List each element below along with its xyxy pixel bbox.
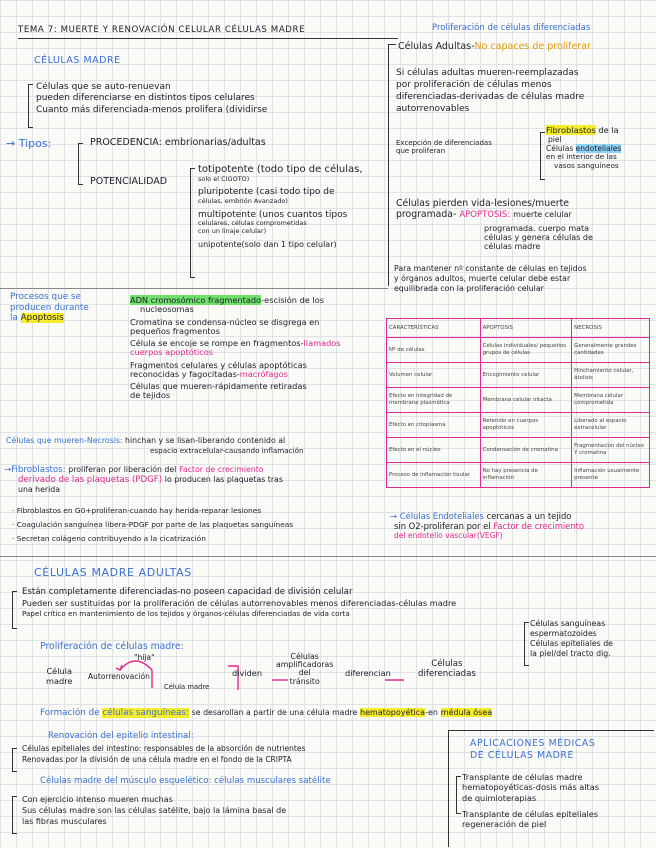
necrosis-text-2: espacio extracelular-causando inflamación — [150, 446, 304, 455]
brace — [12, 796, 17, 834]
mantener-3: equilibrada con la proliferación celular — [394, 284, 544, 294]
endo-block — [390, 511, 584, 540]
vida-block — [396, 198, 572, 220]
reconocidas: reconocidas y fagocitadas- — [130, 368, 240, 379]
vida-line-5: células y genera células de — [484, 233, 593, 243]
table-row — [387, 338, 650, 363]
adultas-l1: Están completamente diferenciadas-no poseen capacidad de división celular — [22, 587, 353, 597]
brace — [456, 776, 461, 814]
adn-fragmentado: ADN cromosómico fragmentado — [130, 295, 262, 305]
excepcion — [396, 139, 492, 156]
macrofagos: macrófagos — [239, 368, 288, 379]
diferencian: diferencian — [345, 668, 391, 678]
madre-line-1: Células que se auto-renuevan — [36, 82, 171, 92]
endo-label: Células Endoteliales — [399, 511, 484, 521]
epitelio-l2: Renovadas por la división de una célula madre en el fondo de la CRIPTA — [22, 754, 292, 764]
fibro-t3: lo producen las plaquetas tras — [164, 474, 283, 484]
musculo-header: Células madre del músculo esquelético: células musculares satélite — [40, 776, 331, 786]
musculo-l3: las fibras musculares — [22, 817, 107, 827]
endo-celulas: Células — [546, 143, 574, 153]
celula-encoje: Célula se encoje se rompe en fragmentos- — [130, 338, 304, 349]
vida-cont — [484, 224, 593, 252]
aplic-l4: Transplante de células epiteliales — [462, 808, 599, 819]
pluripotente: pluripotente (casi todo tipo de — [198, 187, 335, 198]
comparison-table — [386, 318, 650, 488]
separator — [0, 288, 388, 289]
diferenciadas — [418, 659, 476, 679]
epitelio-header: Renovación del epitelio intestinal: — [48, 731, 194, 741]
de-tejidos: de tejidos — [130, 390, 171, 401]
multipotente: multipotente (unos cuantos tipos — [198, 209, 348, 220]
ex-piel: la piel/del tracto dig. — [530, 649, 611, 659]
prolif-header: Proliferación de células diferenciadas — [432, 23, 591, 33]
ex-esperma: espermatozoides — [530, 629, 597, 639]
title-underline — [18, 38, 398, 39]
endo-t1: cercanas a un tejido — [486, 511, 572, 521]
table-cell: Generalmente grandes cantidades — [572, 338, 650, 363]
table-cell: Proceso de inflamación tisular — [387, 463, 481, 488]
fibro-t1: proliferan por liberación del — [68, 465, 177, 474]
amp-1: Células — [290, 652, 319, 661]
musculo-l2: Sus células madre son las células satélite, bajo la lámina basal de — [22, 806, 287, 816]
formacion-label: Formación de — [40, 708, 100, 718]
endo-t2: sin O2-proliferan por el — [394, 521, 491, 532]
potencialidad: POTENCIALIDAD — [90, 176, 168, 187]
excepcion-1: Excepción de diferenciadas — [396, 139, 492, 147]
brace — [190, 168, 195, 278]
table-row — [387, 438, 650, 463]
table-cell: Células individuales/ pequeños grupos de células — [480, 338, 572, 363]
excepcion-2: que proliferan — [396, 147, 446, 156]
adultas-label: Células Adultas- — [398, 41, 475, 52]
table-header-cell: APOPTOSIS — [480, 319, 572, 338]
autorrenovacion: Autorrenovación — [88, 672, 150, 681]
fibro-bullet-1: Fibroblastos en G0+proliferan-cuando hay herida-reparar lesiones — [16, 506, 262, 515]
table-cell: Volumen celular — [387, 363, 481, 388]
fibroblastos-piel: Fibroblastos — [546, 125, 596, 135]
dividen: dividen — [232, 668, 263, 678]
vida-line-2: programada- — [396, 209, 457, 221]
adultas-line-4: autorrenovables — [396, 103, 470, 114]
formacion-text: se desarollan a partir de una célula madre — [191, 708, 358, 717]
prolif-madre-header: Proliferación de células madre: — [40, 641, 184, 652]
table-cell: Membrana celular intacta — [480, 388, 572, 413]
table-header-row — [387, 319, 650, 338]
endo-line-4: vasos sanguíneos — [554, 161, 619, 171]
epitelio-lines — [22, 744, 305, 766]
procedencia: PROCEDENCIA: embrionarias/adultas — [90, 137, 266, 148]
table-cell: Liberado al espacio extracelular — [572, 413, 650, 438]
adultas-l2: Pueden ser sustituidas por la proliferación de células autorrenovables menos diferenciadas-células madre — [22, 598, 457, 609]
procesos-list — [130, 296, 341, 401]
arrow-icon: → — [390, 511, 400, 521]
aplic-l1: Transplante de células madre — [462, 772, 583, 782]
brace — [540, 132, 545, 180]
aplic-l3: de quimioterapias — [462, 792, 537, 803]
llamados: llamados — [303, 338, 341, 349]
epitelio-l1: Células epiteliales del intestino: responsables de la absorción de nutrientes — [22, 744, 306, 753]
adultas-header: CÉLULAS MADRE ADULTAS — [34, 566, 192, 579]
vida-line-1: Células pierden vida-lesiones/muerte — [396, 198, 569, 209]
procesos-h1: Procesos que se — [10, 292, 81, 302]
musculo-lines — [22, 794, 286, 828]
fibro-bullets: · Fibroblastos en G0+proliferan-cuando hay herida-reparar lesiones · Coagulación sanguínea libera-PDGF por parte de las plaquetas sanguíneas · Secretan colágeno contribuyendo a la cicatrización — [12, 506, 294, 544]
fibro-block — [4, 466, 283, 495]
mantener — [394, 264, 587, 294]
fibro-endo — [546, 126, 621, 171]
multipotente-detail-2: con un linaje celular) — [198, 226, 267, 235]
medula-osea: médula ósea — [440, 708, 493, 717]
amp-3: del — [298, 668, 311, 678]
table-cell: Nº de células — [387, 338, 481, 363]
aplicaciones-header — [470, 738, 595, 762]
endo-factor: Factor de crecimiento — [493, 521, 585, 532]
celulas-madre-header: CÉLULAS MADRE — [34, 55, 121, 66]
ex-sanguineas: Células sanguíneas — [530, 619, 606, 628]
table-cell: Encogimiento celular — [480, 363, 572, 388]
brace — [524, 622, 529, 666]
adultas-line-3: diferenciadas-derivadas de células madre — [396, 91, 585, 102]
procesos-h2: producen durante — [10, 302, 89, 313]
vida-line-3: muerte celular — [513, 210, 572, 220]
pluripotente-detail: células, embrión Avanzado) — [198, 197, 288, 206]
separator — [0, 556, 656, 557]
apoptosis-hl: Apoptosis — [20, 313, 64, 324]
cromatina-2: pequeños fragmentos — [130, 325, 220, 336]
mantener-1: Para mantener nº constante de células en tejidos — [394, 264, 587, 273]
no-capaces: No capaces de proliferar — [474, 41, 591, 52]
amp-4: tránsito — [289, 676, 320, 686]
brace — [78, 143, 83, 185]
formacion-en: -en — [425, 708, 438, 717]
totipotente-detail: solo el CIGOTO) — [198, 174, 250, 183]
unipotente: unipotente(solo dan 1 tipo celular) — [198, 239, 337, 249]
adultas-lines — [22, 587, 456, 618]
madre-line-3: Cuanto más diferenciada-menos prolifera (dividirse — [36, 104, 268, 115]
fibro-label: Fibroblastos: — [11, 465, 66, 475]
aplic-h1: APLICACIONES MÉDICAS — [470, 738, 596, 749]
cm-line-1: Célula — [46, 666, 72, 676]
formacion-line — [40, 708, 492, 718]
aplic-l2: hematopoyéticas-dosis más altas — [462, 782, 600, 793]
arrow-icon: → — [6, 137, 19, 150]
table-cell: Efecto en citoplasma — [387, 413, 481, 438]
table-row — [387, 363, 650, 388]
table-row — [387, 413, 650, 438]
cm-line-2: madre — [46, 675, 73, 686]
necrosis-line — [6, 437, 285, 446]
hija: "hija" — [134, 653, 155, 662]
adn-rest: -escisión de los — [261, 295, 324, 305]
fibro-bullet-3: Secretan colágeno contribuyendo a la cicatrización — [16, 534, 206, 544]
table-cell: Hinchamiento celular, átolisis — [572, 363, 650, 388]
aplicaciones-lines — [462, 772, 599, 829]
table-cell: Efecto en el núcleo — [387, 438, 481, 463]
celula-madre-1 — [46, 667, 72, 686]
adultas-l3: Papel crítico en mantenimiento de los tejidos y órganos-células diferenciadas de vida corta — [22, 608, 350, 618]
tipos-label — [6, 138, 51, 151]
procesos-label — [10, 292, 89, 324]
fibro-bullet-2: Coagulación sanguínea libera-PDGF por parte de las plaquetas sanguíneas — [16, 520, 294, 530]
necrosis-text: hinchan y se lisan-liberando contenido al — [125, 436, 286, 445]
totipotente: totipotente (todo tipo de células, — [198, 164, 363, 175]
endoteliales: endoteliales — [575, 143, 622, 153]
dif-2: diferenciadas — [418, 669, 476, 680]
table-cell: Condensación de cromatina — [480, 438, 572, 463]
fib-de-la: de la — [598, 125, 619, 135]
apoptosis-term: APOPTOSIS: — [459, 210, 511, 221]
arrow-icon: → — [4, 465, 12, 475]
brace — [28, 84, 33, 128]
aplic-h2: DE CÉLULAS MADRE — [470, 750, 574, 762]
table-cell: Inflamación usualmente presente — [572, 463, 650, 488]
vida-line-4: programada. cuerpo mata — [484, 224, 590, 233]
aplic-l5: regeneración de piel — [462, 819, 547, 829]
table-row — [387, 463, 650, 488]
page-title: TEMA 7: MUERTE Y RENOVACIÓN CELULAR CÉLULAS MADRE — [18, 25, 306, 35]
table-cell: Fragmentación del núcleo Y cromatina — [572, 438, 650, 463]
adultas-line-2: por proliferación de células menos — [396, 79, 552, 90]
vida-line-6: células madre — [484, 242, 541, 252]
celula-madre-2: Célula madre — [164, 683, 210, 691]
table-row — [387, 388, 650, 413]
adultas-line — [398, 42, 591, 53]
amp-2: amplificadoras — [276, 660, 334, 670]
celulas-sanguineas: células sanguíneas: — [102, 708, 189, 718]
hematopoyetica: hematopoyética — [360, 708, 426, 717]
dif-1: Células — [431, 659, 463, 669]
ex-epiteliales: Células epiteliales de — [530, 639, 613, 649]
mantener-2: y órganos adultos, muerte celular debe estar — [394, 274, 571, 284]
table-header-cell: CARACTERÍSTICAS — [387, 319, 481, 338]
procesos-h3: la — [10, 313, 18, 324]
fibro-pdgf: derivado de las plaquetas (PDGF) — [18, 474, 163, 485]
divider-line — [388, 44, 396, 45]
table-header-cell: NECROSIS — [572, 319, 650, 338]
cromatina: Cromatina se condensa-núcleo se disgrega en — [130, 316, 320, 327]
brace — [12, 591, 17, 629]
potency-list — [198, 164, 363, 249]
fibro-t4: una herida — [18, 484, 60, 494]
fragmentos: Fragmentos celulares y células apoptóticas — [130, 359, 307, 370]
endo-line-3: en el interior de las — [546, 152, 617, 162]
tipos-text: Tipos: — [18, 137, 52, 150]
adultas-line-1: Si células adultas mueren-reemplazadas — [396, 68, 579, 78]
nucleosomas: nucleosomas — [140, 304, 194, 315]
fib-piel: piel — [548, 134, 562, 144]
table-cell: Retenido en cuerpos apoptóticos — [480, 413, 572, 438]
adultas-examples — [530, 619, 613, 660]
endo-vegf: del endotelio vascular(VEGF) — [394, 531, 503, 541]
madre-line-2: pueden diferenciarse en distintos tipos celulares — [36, 93, 255, 104]
table-cell: Efecto en integridad de membrana plasmática — [387, 388, 481, 413]
musculo-l1: Con ejercicio intenso mueren muchas — [22, 795, 173, 804]
adultas-text — [396, 68, 584, 116]
necrosis-label: Células que mueren- — [6, 436, 87, 445]
retiradas: Células que mueren-rápidamente retiradas — [130, 381, 307, 392]
fibro-factor: Factor de crecimiento — [179, 465, 264, 474]
divider-line — [388, 44, 389, 286]
necrosis-term: Necrosis: — [86, 436, 123, 445]
madre-lines — [36, 82, 267, 116]
amplificadoras — [276, 653, 333, 686]
multipotente-detail: celulares, células comprometidas — [198, 219, 307, 228]
table-cell: No hay presencia de inflamación — [480, 463, 572, 488]
cuerpos-apoptoticos: cuerpos apoptóticos — [130, 347, 214, 358]
brace — [12, 748, 17, 772]
table-cell: Membrana celular comprometida — [572, 388, 650, 413]
